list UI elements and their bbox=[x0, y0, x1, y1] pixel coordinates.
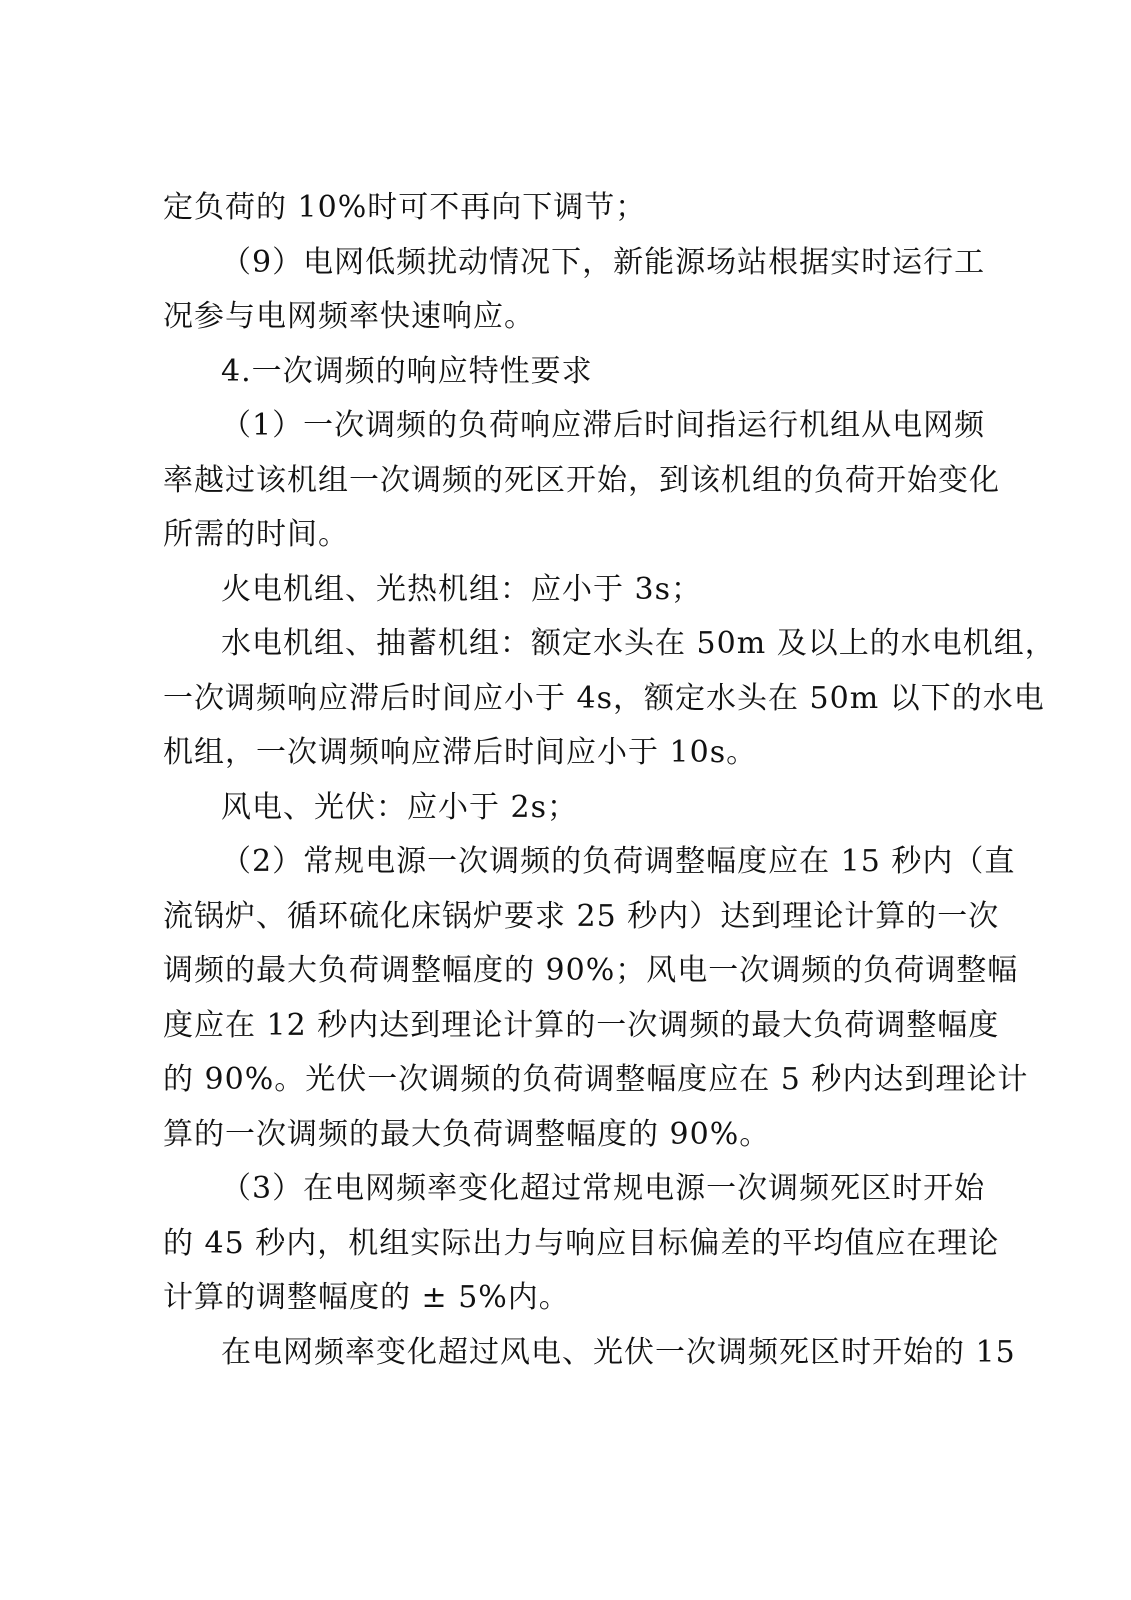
text-line: 率越过该机组一次调频的死区开始，到该机组的负荷开始变化 bbox=[163, 462, 1000, 498]
text-line: （9）电网低频扰动情况下，新能源场站根据实时运行工 bbox=[221, 244, 986, 280]
text-line: 水电机组、抽蓄机组：额定水头在 50m 及以上的水电机组， bbox=[221, 626, 1056, 661]
document-body bbox=[163, 181, 1056, 1380]
text-line: 火电机组、光热机组：应小于 3s； bbox=[221, 571, 703, 607]
text-line: （2）常规电源一次调频的负荷调整幅度应在 15 秒内（直 bbox=[221, 844, 1016, 879]
text-line: （1）一次调频的负荷响应滞后时间指运行机组从电网频 bbox=[221, 408, 986, 443]
text-line: 计算的调整幅度的 ± 5%内。 bbox=[163, 1280, 570, 1315]
text-line: 度应在 12 秒内达到理论计算的一次调频的最大负荷调整幅度 bbox=[163, 1007, 1000, 1043]
text-line: （3）在电网频率变化超过常规电源一次调频死区时开始 bbox=[221, 1171, 986, 1206]
text-line: 算的一次调频的最大负荷调整幅度的 90%。 bbox=[163, 1116, 771, 1152]
section-heading: 4.一次调频的响应特性要求 bbox=[221, 353, 593, 389]
text-line: 机组，一次调频响应滞后时间应小于 10s。 bbox=[163, 735, 758, 770]
text-line: 的 45 秒内，机组实际出力与响应目标偏差的平均值应在理论 bbox=[163, 1225, 1000, 1261]
text-line: 一次调频响应滞后时间应小于 4s，额定水头在 50m 以下的水电 bbox=[163, 680, 1045, 716]
text-line: 风电、光伏：应小于 2s； bbox=[221, 789, 579, 825]
text-line: 在电网频率变化超过风电、光伏一次调频死区时开始的 15 bbox=[221, 1334, 1016, 1370]
text-line: 定负荷的 10%时可不再向下调节； bbox=[163, 190, 647, 225]
text-line: 调频的最大负荷调整幅度的 90%；风电一次调频的负荷调整幅 bbox=[163, 953, 1019, 988]
text-line: 流锅炉、循环硫化床锅炉要求 25 秒内）达到理论计算的一次 bbox=[163, 898, 1000, 934]
text-line: 的 90%。光伏一次调频的负荷调整幅度应在 5 秒内达到理论计 bbox=[163, 1062, 1029, 1097]
text-line: 况参与电网频率快速响应。 bbox=[163, 299, 535, 334]
text-line: 所需的时间。 bbox=[163, 517, 349, 552]
